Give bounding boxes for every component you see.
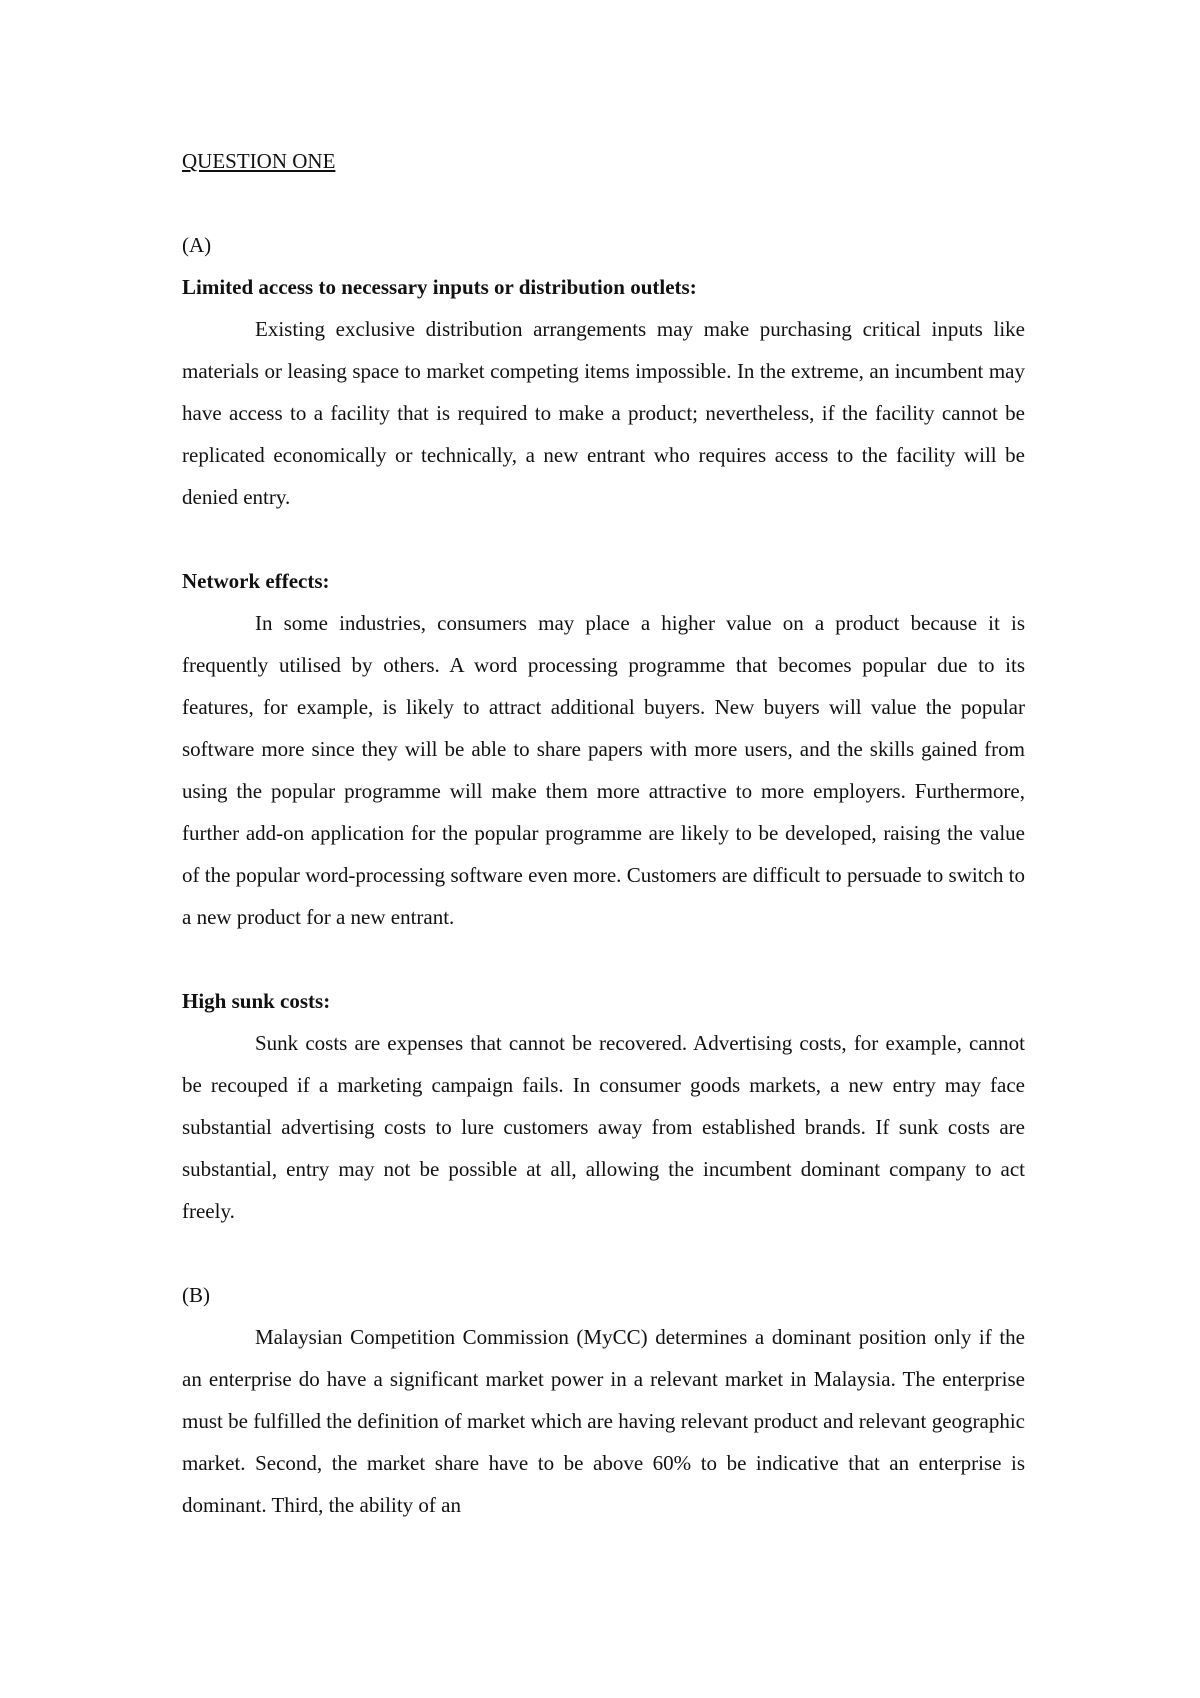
document-page (182, 140, 1025, 1526)
section-body-network-effects: In some industries, consumers may place a higher value on a product because it is frequently utilised by others. A word processing programme that becomes popular due to its features, for example, is likely to attract additional buyers. New buyers will value the popular software more since they will be able to share papers with more users, and the skills gained from using the popular programme will make them more attractive to more employers. Furthermore, further add-on application for the popular programme are likely to be developed, raising the value of the popular word-processing software even more. Customers are difficult to persuade to switch to a new product for a new entrant. (182, 611, 1025, 929)
part-b-label: (B) (182, 1283, 210, 1307)
part-b-body: Malaysian Competition Commission (MyCC) determines a dominant position only if the an enterprise do have a significant market power in a relevant market in Malaysia. The enterprise must be fulfilled the definition of market which are having relevant product and relevant geographic market. Second, the market share have to be above 60% to be indicative that an enterprise is dominant. Third, the ability of an (182, 1325, 1025, 1517)
part-a-label: (A) (182, 233, 212, 257)
section-body-limited-access: Existing exclusive distribution arrangements may make purchasing critical inputs like materials or leasing space to market competing items impossible. In the extreme, an incumbent may have access to a facility that is required to make a product; nevertheless, if the facility cannot be replicated economically or technically, a new entrant who requires access to the facility will be denied entry. (182, 317, 1025, 509)
question-title: QUESTION ONE (182, 149, 336, 173)
spacer (182, 1232, 1025, 1274)
spacer (182, 938, 1025, 980)
spacer (182, 518, 1025, 560)
section-heading-limited-access: Limited access to necessary inputs or distribution outlets: (182, 275, 697, 299)
section-heading-sunk-costs: High sunk costs: (182, 989, 331, 1013)
section-body-sunk-costs: Sunk costs are expenses that cannot be recovered. Advertising costs, for example, cannot be recouped if a marketing campaign fails. In consumer goods markets, a new entry may face substantial advertising costs to lure customers away from established brands. If sunk costs are substantial, entry may not be possible at all, allowing the incumbent dominant company to act freely. (182, 1031, 1025, 1223)
section-heading-network-effects: Network effects: (182, 569, 330, 593)
spacer (182, 182, 1025, 224)
